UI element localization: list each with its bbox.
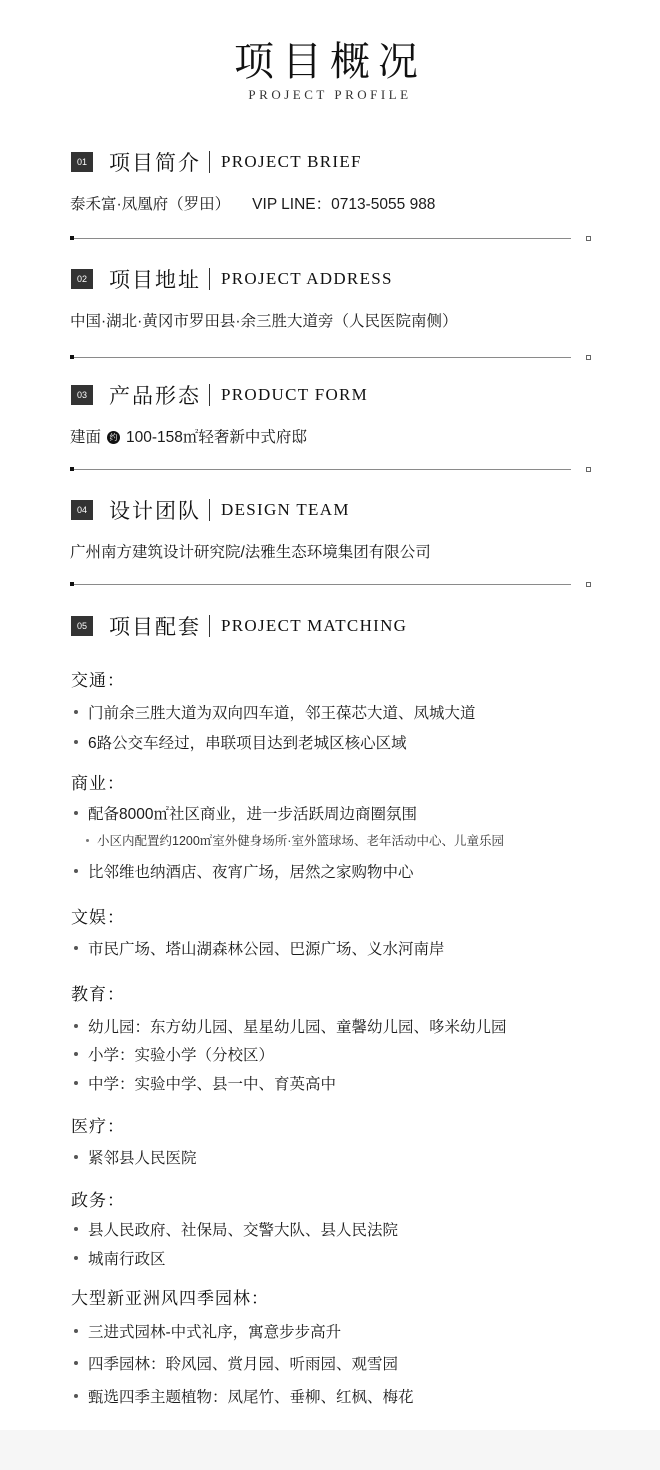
list-item: 幼儿园：东方幼儿园、星星幼儿园、童馨幼儿园、哆米幼儿园 bbox=[74, 1015, 507, 1037]
list-item: 6路公交车经过，串联项目达到老城区核心区域 bbox=[74, 731, 407, 753]
section-body bbox=[70, 192, 435, 214]
list-item: 县人民政府、社保局、交警大队、县人民法院 bbox=[74, 1218, 398, 1240]
bullet bbox=[74, 1329, 78, 1333]
bullet bbox=[74, 1052, 78, 1056]
category-medical: 医疗： bbox=[71, 1117, 125, 1137]
approx-icon: 约 bbox=[107, 431, 120, 444]
category-education: 教育： bbox=[71, 985, 125, 1005]
product-form-text bbox=[70, 425, 307, 447]
section-title-en: PROJECT ADDRESS bbox=[221, 269, 393, 288]
section-number-badge: 04 bbox=[71, 500, 93, 520]
list-item: 甄选四季主题植物：凤尾竹、垂柳、红枫、梅花 bbox=[74, 1385, 414, 1407]
divider bbox=[209, 151, 210, 173]
section-header bbox=[71, 381, 368, 409]
section-number-badge: 01 bbox=[71, 152, 93, 172]
bullet bbox=[74, 1155, 78, 1159]
section-title-cn: 产品形态 bbox=[109, 384, 201, 408]
bullet bbox=[74, 1227, 78, 1231]
list-item: 比邻维也纳酒店、夜宵广场，居然之家购物中心 bbox=[74, 860, 414, 882]
list-item: 配备8000㎡社区商业，进一步活跃周边商圈氛围 bbox=[74, 802, 417, 824]
section-header bbox=[71, 265, 393, 293]
rule-end-square bbox=[586, 355, 591, 360]
area-value: 100-158㎡轻奢新中式府邸 bbox=[126, 429, 307, 446]
list-item: 紧邻县人民医院 bbox=[74, 1146, 197, 1168]
section-number-badge: 03 bbox=[71, 385, 93, 405]
list-item: 三进式园林-中式礼序，寓意步步高升 bbox=[74, 1320, 341, 1342]
section-header bbox=[71, 612, 407, 640]
section-title-en: PRODUCT FORM bbox=[221, 385, 369, 404]
section-title-en: PROJECT BRIEF bbox=[221, 152, 362, 171]
bullet bbox=[74, 1394, 78, 1398]
category-traffic: 交通： bbox=[71, 671, 125, 691]
section-title-en: DESIGN TEAM bbox=[221, 500, 350, 519]
section-number-badge: 02 bbox=[71, 269, 93, 289]
section-rule bbox=[71, 584, 571, 585]
divider bbox=[209, 615, 210, 637]
divider bbox=[209, 384, 210, 406]
section-title-cn: 项目简介 bbox=[109, 151, 201, 175]
bullet bbox=[74, 740, 78, 744]
list-item: 门前余三胜大道为双向四车道，邻王葆芯大道、凤城大道 bbox=[74, 701, 476, 723]
page-subtitle: PROJECT PROFILE bbox=[248, 87, 412, 102]
address-text: 中国·湖北·黄冈市罗田县·余三胜大道旁（人民医院南侧） bbox=[70, 313, 458, 330]
page-footer-band bbox=[0, 1430, 660, 1470]
bullet bbox=[74, 710, 78, 714]
divider bbox=[209, 499, 210, 521]
section-header bbox=[71, 496, 350, 524]
vip-line: VIP LINE：0713-5055 988 bbox=[252, 196, 436, 213]
section-title-cn: 设计团队 bbox=[109, 499, 201, 523]
category-garden: 大型新亚洲风四季园林： bbox=[71, 1289, 269, 1309]
list-item: 小学：实验小学（分校区） bbox=[74, 1043, 274, 1065]
rule-start-dot bbox=[70, 355, 74, 359]
project-name: 泰禾富·凤凰府（罗田） bbox=[70, 196, 231, 213]
area-label: 建面 bbox=[70, 429, 102, 446]
bullet bbox=[86, 839, 89, 842]
section-number-badge: 05 bbox=[71, 616, 93, 636]
bullet bbox=[74, 811, 78, 815]
bullet bbox=[74, 1361, 78, 1365]
list-item: 四季园林：聆风园、赏月园、听雨园、观雪园 bbox=[74, 1352, 398, 1374]
sub-list-item: 小区内配置约1200㎡室外健身场所·室外篮球场、老年活动中心、儿童乐园 bbox=[86, 831, 504, 849]
category-culture: 文娱： bbox=[71, 908, 125, 928]
list-item: 城南行政区 bbox=[74, 1247, 166, 1269]
design-team-text: 广州南方建筑设计研究院/法雅生态环境集团有限公司 bbox=[70, 544, 431, 561]
page-title: 项目概况 bbox=[234, 39, 426, 85]
rule-start-dot bbox=[70, 582, 74, 586]
section-title-cn: 项目配套 bbox=[109, 615, 201, 639]
list-item: 市民广场、塔山湖森林公园、巴源广场、义水河南岸 bbox=[74, 937, 445, 959]
bullet bbox=[74, 1024, 78, 1028]
rule-end-square bbox=[586, 236, 591, 241]
category-government: 政务： bbox=[71, 1191, 125, 1211]
bullet bbox=[74, 946, 78, 950]
section-rule bbox=[71, 357, 571, 358]
bullet bbox=[74, 1256, 78, 1260]
category-commerce: 商业： bbox=[71, 774, 125, 794]
list-item: 中学：实验中学、县一中、育英高中 bbox=[74, 1072, 336, 1094]
section-title-cn: 项目地址 bbox=[109, 268, 201, 292]
section-rule bbox=[71, 469, 571, 470]
rule-end-square bbox=[586, 467, 591, 472]
section-title-en: PROJECT MATCHING bbox=[221, 616, 408, 635]
divider bbox=[209, 268, 210, 290]
rule-end-square bbox=[586, 582, 591, 587]
section-header bbox=[71, 148, 362, 176]
bullet bbox=[74, 1081, 78, 1085]
bullet bbox=[74, 869, 78, 873]
section-rule bbox=[71, 238, 571, 239]
rule-start-dot bbox=[70, 236, 74, 240]
rule-start-dot bbox=[70, 467, 74, 471]
